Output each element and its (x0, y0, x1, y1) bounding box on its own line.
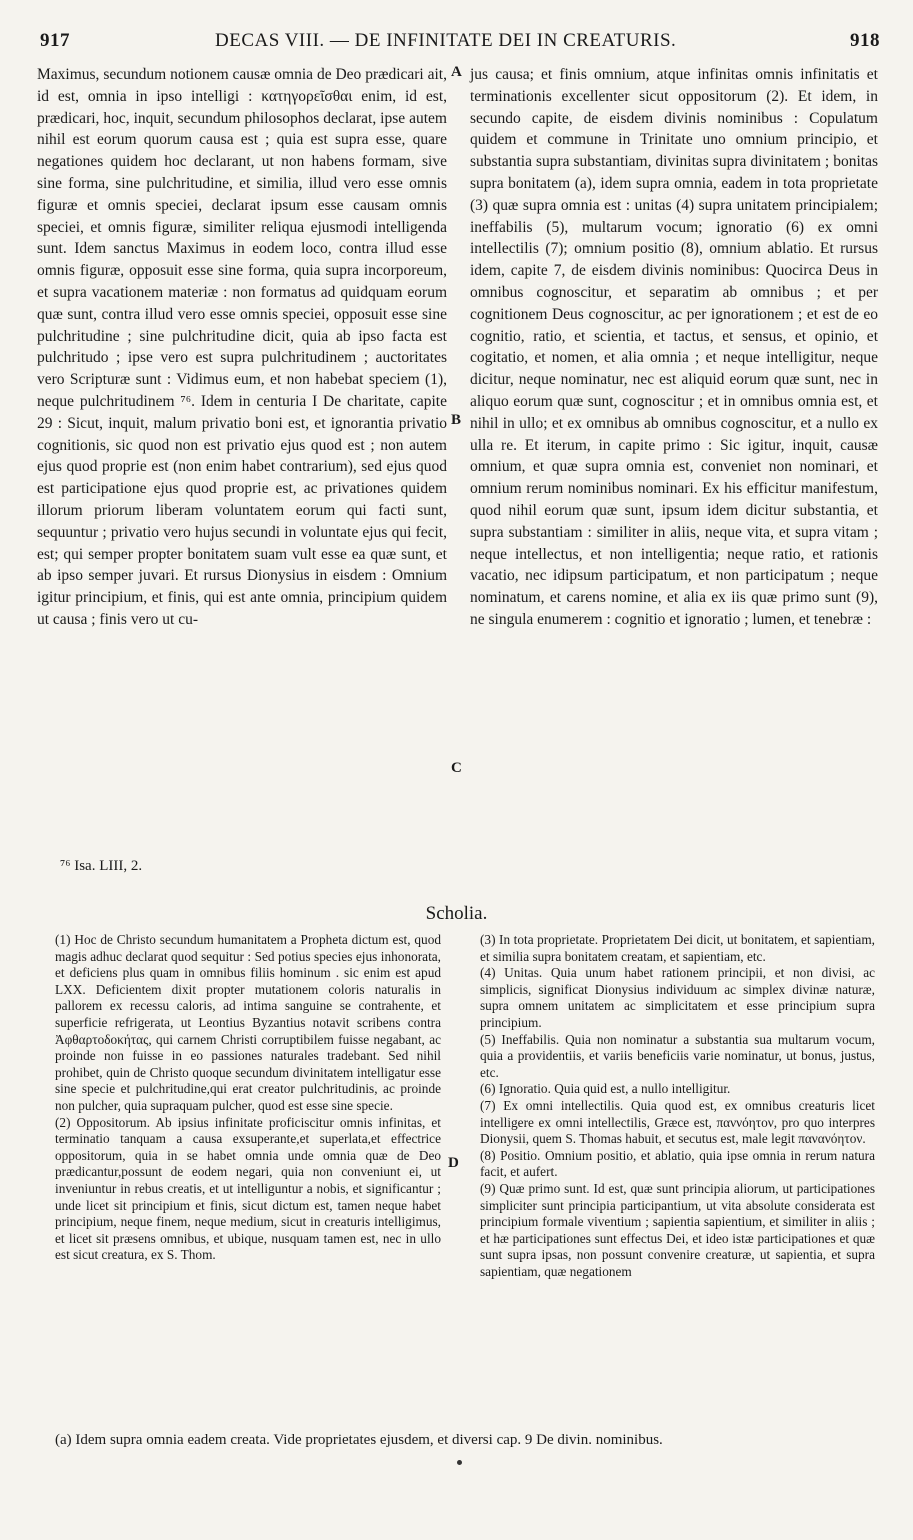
ink-dot (457, 1460, 462, 1465)
running-header (40, 30, 880, 58)
margin-letter-c: C (451, 760, 462, 776)
scholia-heading: Scholia. (425, 903, 488, 924)
page-number-left: 917 (40, 30, 70, 51)
page-number-right: 918 (850, 30, 880, 51)
footnote: ⁷⁶ Isa. LIII, 2. (60, 858, 143, 874)
margin-letter-b: B (451, 412, 462, 428)
main-text-left-column: Maximus, secundum notionem causæ omnia de Deo prædicari ait, id est, omnia in ipso intelligi : κατηγορεῖσθαι enim, id est, prædicari, hoc, inquit, secundum philosophos declarat, ipse autem nihil est eorum quorum causa est ; quia est supra esse, quare negationes quidem hoc declarant, ut non habens formam, sive sine forma, sine pulchritudine, et similia, illud vero esse omnis figuræ et omnis speciei, declarat ipsum esse causam omnis speciei, et omnis figuræ, similiter reliqua ejusmodi intelligenda sunt. Idem sanctus Maximus in eodem loco, contra illud esse omnis figuræ, opposuit esse sine forma, quia supra incorporeum, et supra vacationem materiæ : non formatus ad quidquam eorum quæ sunt, contra illud vero esse omnis speciei, opposuit esse sine pulchritudine ; sine pulchritudine dicit, quia ab ipso facta est pulchritudo ; ipse vero est supra pulchritudinem ; auctoritates vero Scripturæ sunt : Vidimus eum, et non habebat speciem (1), neque pulchritudinem ⁷⁶. Idem in centuria I De charitate, capite 29 : Sicut, inquit, malum privatio boni est, et ignorantia privatio cognitionis, sic quod non est privatio ejus quod est ; non autem ejus quod proprie est (non enim habet contrarium), sed ejus quod est participatione ejus quod proprie est, ac privationes quidem illorum priorum liberam voluntatem eorum qui facti sunt, sequuntur ; privatio vero hujus secundi in voluntate ejus qui fecit, est; qui semper propter bonitatem suam vult esse ea quæ sunt, et ab ipso semper juvari. Et rursus Dionysius in eisdem : Omnium igitur principium, et finis, qui est ante omnia, principium quidem ut causa ; finis vero ut cu- (37, 66, 447, 628)
main-text-right-column: jus causa; et finis omnium, atque infinitas omnis infinitatis et terminationis excellenter sicut oppositorum (2). Et idem, in secundo capite, de eisdem divinis nominibus : Copulatum quidem et commune in Trinitate uno omnium principio, et substantia supra substantiam, divinitas supra divinitatem ; bonitas supra bonitatem (a), idem supra omnia, eadem in tota proprietate (3) quæ supra omnia est : unitas (4) supra unitatem principialem; ineffabilis (5), multarum vocum; ignoratio (6) ex omni intellectilis (7); omnium positio (8), omnium ablatio. Et rursus idem, capite 7, de eisdem divinis nominibus: Quocirca Deus in omnibus cognoscitur, et separatim ab omnibus ; et per cognitionem Deus cognoscitur, ac per ignorationem ; et est de eo cognitio, ratio, et scientia, et tactus, et sensus, et opinio, et cogitatio, et nomen, et alia omnia ; et neque intelligitur, neque dicitur, neque nominatur, nec est aliquid eorum quæ sunt, nec in aliquo eorum quæ sunt, cognoscitur ; et in omnibus omnia est, et nihil in ullo; et ex omnibus ab omnibus cognoscitur, et a nullo ex ulla re. Et iterum, in capite primo : Sic igitur, inquit, causæ omnium, et quæ supra omnia est, conveniet non nominari, et omnium rerum nominibus nominari. Ex his efficitur manifestum, quod nihil eorum quæ sunt, ipsum idem dicitur substantia, et supra substantiam : similiter in aliis, neque vita, et supra vitam ; neque intellectus, et non intelligentia; neque ratio, et rationis vacatio, nec idipsum participatum, et non participatum ; neque nominatum, et carens nomine, et alia ex iis quæ primo sunt (9), ne singula enumerem : cognitio et ignoratio ; lumen, et tenebræ : (470, 66, 878, 628)
scholia-left-column: (1) Hoc de Christo secundum humanitatem a Propheta dictum est, quod magis adhuc declarat quod sequitur : Sed potius species ejus inhonorata, et deficiens plus quam in omnibus filiis hominum . sic enim est apud LXX. Deficientem dixit propter mutationem coloris naturalis in pallorem ex recessu caloris, ad intima sanguine se contrahente, et superficie refrigerata, ut Leontius Byzantius notavit scribens contra Ἀφθαρτοδοκήτας, qui carnem Christi corruptibilem fuisse negabant, ac proinde non fuisse in eo passiones naturales tradebant. Sed nihil prohibet, quin de Christo quoque secundum divinitatem intelligatur esse sine specie et pulchritudine,qui erat creator pulchritudinis, ac proinde non pulcher, quia supraquam pulcher, quod est esse sine specie. (2) Oppositorum. Ab ipsius infinitate proficiscitur omnis infinitas, et terminatio tanquam a causa exsuperante,et superlata,et effectrice oppositorum, quia in se habet omnia unde omnia quæ de Deo prædicantur,possunt de eodem negari, quia non conveniunt ei, ut inveniuntur in rebus creatis, et ut intelliguntur a nobis, et significantur ; unde licet sit principium et finis, sicut dictum est, tamen neque habet principium, neque finem, neque medium, sicut in creaturis intelligimus, et licet sit præsens omnibus, et ubique, nusquam tamen est, nec in ullo est sicut creatura, ex S. Thom. (55, 932, 441, 1263)
scholia-right-column: (3) In tota proprietate. Proprietatem Dei dicit, ut bonitatem, et sapientiam, et similia supra bonitatem creatam, et sapientiam, etc. (4) Unitas. Quia unum habet rationem principii, et non divisi, ac simplicis, significat Dionysius individuum ac simplex divinæ naturæ, supra omnem unitatem ac simplicitatem et esse principium supra principium. (5) Ineffabilis. Quia non nominatur a substantia sua multarum vocum, quia a providentiis, et variis beneficiis varie nominatur, ut bonus, justus, etc. (6) Ignoratio. Quia quid est, a nullo intelligitur. (7) Ex omni intellectilis. Quia quod est, ex omnibus creaturis licet intelligere ex omni intellectilis, Græce est, παννόητον, pro quo interpres Dionysii, quem S. Thomas habuit, et secutus est, male legit πανανόητον. (8) Positio. Omnium positio, et ablatio, quia ipse omnia in rerum natura facit, et aufert. (9) Quæ primo sunt. Id est, quæ sunt principia aliorum, ut participationes simpliciter sunt principia participantium, ut vita absolute considerata est principium formale viventium ; sapientia sapientium, et similiter in aliis ; et hæ participationes sunt effectus Dei, et ideo istæ participationes et quæ sunt supra ipsas, non possunt convenire creaturæ, ut sapientia, et supra sapientiam, quæ negationem (480, 932, 875, 1279)
margin-letter-a: A (451, 64, 462, 80)
bottom-editorial-note: (a) Idem supra omnia eadem creata. Vide proprietates ejusdem, et diversi cap. 9 De divin. nominibus. (55, 1432, 663, 1448)
margin-letter-d: D (448, 1155, 459, 1171)
running-title: DECAS VIII. — DE INFINITATE DEI IN CREATURIS. (215, 30, 677, 51)
